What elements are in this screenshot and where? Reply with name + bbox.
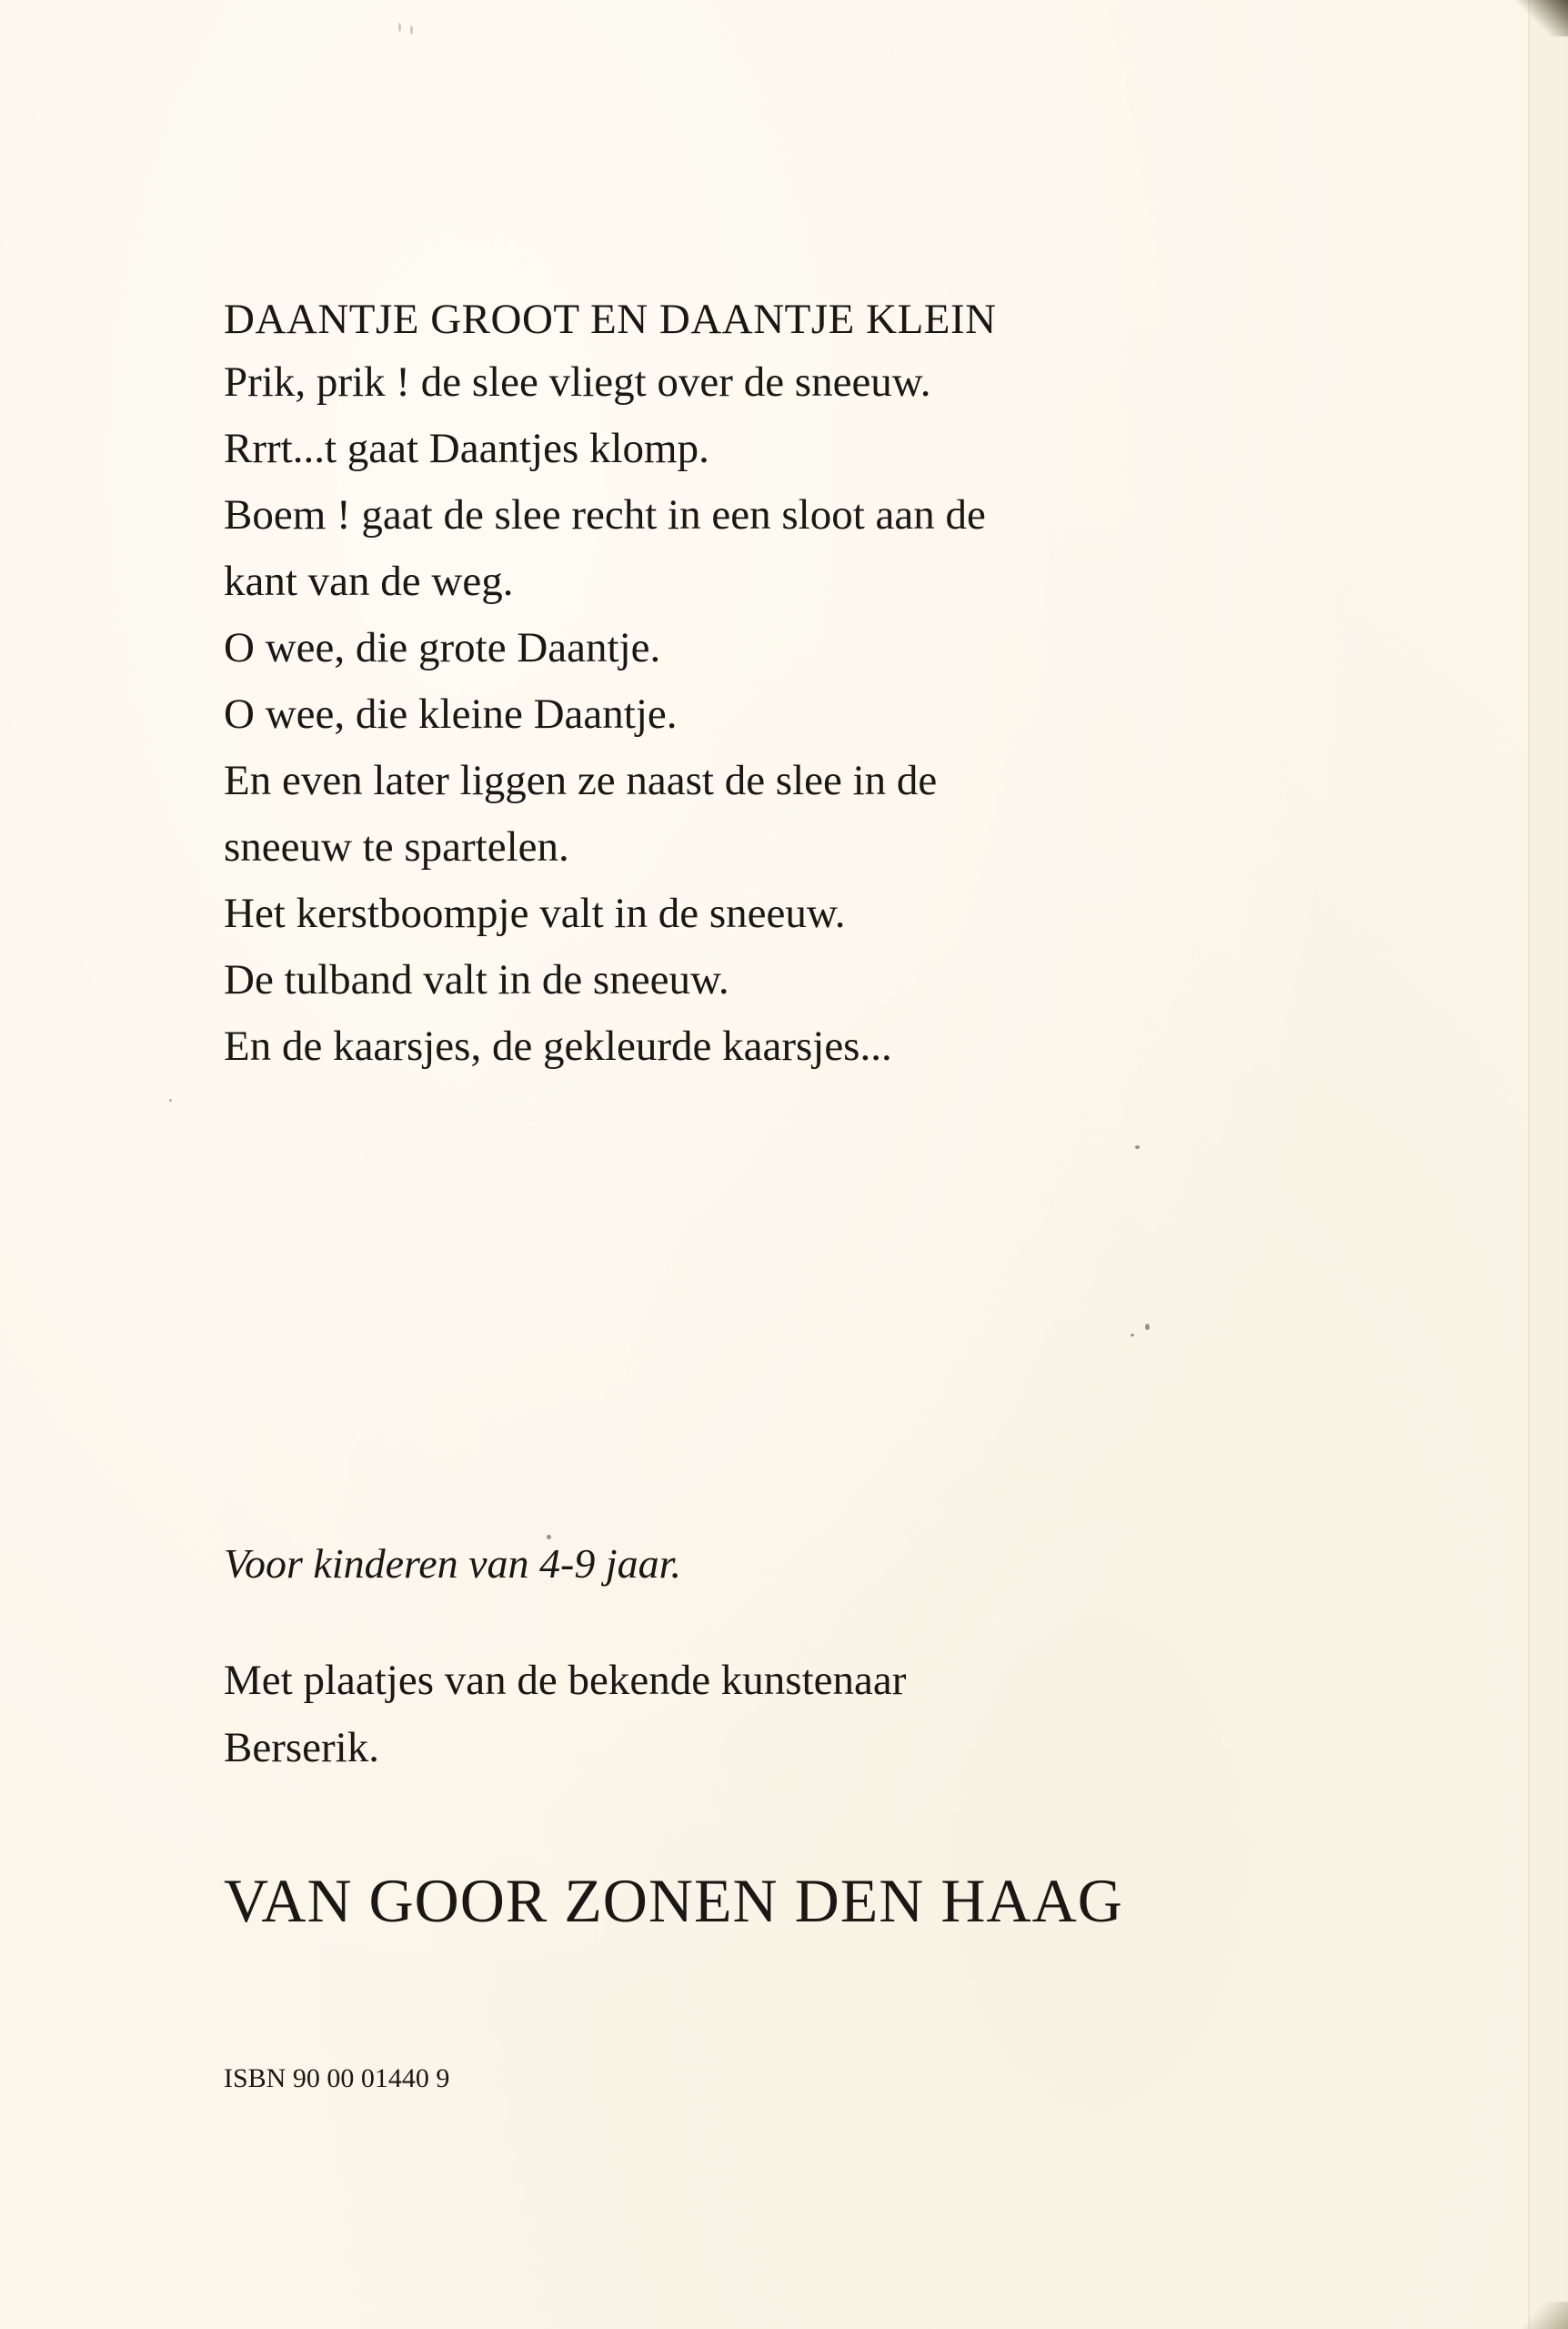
paper-speck	[1131, 1334, 1134, 1336]
illustrator-credit	[224, 1647, 1224, 1781]
paper-speck	[1135, 1145, 1140, 1149]
cover-edge	[1528, 0, 1568, 2329]
blurb-line: Prik, prik ! de slee vliegt over de sneeuw.	[224, 358, 931, 406]
publisher-name: VAN GOOR ZONEN DEN HAAG	[224, 1866, 1123, 1935]
isbn-number: ISBN 90 00 01440 9	[224, 2063, 450, 2093]
blurb	[224, 289, 1315, 1080]
blurb-line: De tulband valt in de sneeuw.	[224, 956, 729, 1003]
illustrator-line: Met plaatjes van de bekende kunstenaar	[224, 1657, 907, 1704]
paper-speck	[410, 25, 413, 35]
corner-wear-bottom	[1523, 2302, 1568, 2329]
blurb-line: O wee, die kleine Daantje.	[224, 691, 678, 738]
blurb-line: Rrrt...t gaat Daantjes klomp.	[224, 425, 709, 472]
blurb-line: Het kerstboompje valt in de sneeuw.	[224, 890, 846, 937]
book-title: DAANTJE GROOT EN DAANTJE KLEIN	[224, 296, 997, 343]
paper-speck	[1145, 1324, 1150, 1330]
blurb-line: En de kaarsjes, de gekleurde kaarsjes...	[224, 1023, 892, 1070]
blurb-line: Boem ! gaat de slee recht in een sloot aan de	[224, 491, 986, 539]
illustrator-line: Berserik.	[224, 1724, 379, 1771]
blurb-line: sneeuw te spartelen.	[224, 823, 569, 871]
blurb-line: En even later liggen ze naast de slee in de	[224, 757, 938, 804]
blurb-line: O wee, die grote Daantje.	[224, 624, 661, 671]
paper-speck	[169, 1099, 172, 1102]
blurb-line: kant van de weg.	[224, 558, 514, 605]
paper-speck	[398, 23, 401, 32]
corner-wear-top	[1513, 0, 1568, 36]
age-recommendation: Voor kinderen van 4-9 jaar.	[224, 1540, 681, 1587]
